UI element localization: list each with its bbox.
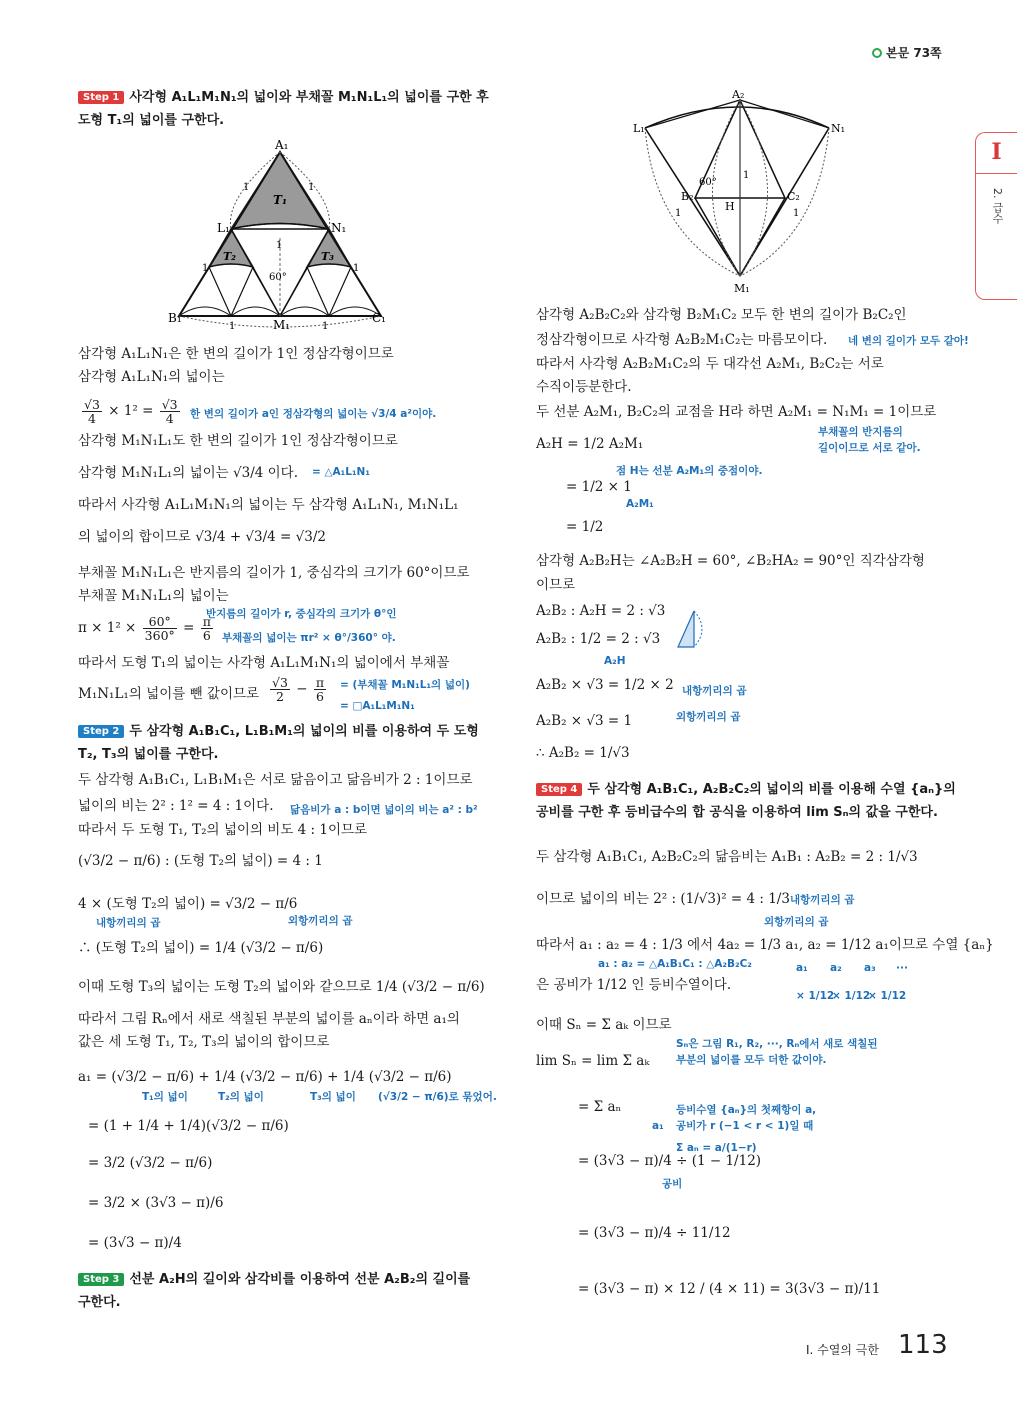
text-line: 이때 Sₙ = Σ aₖ 이므로 <box>536 1017 672 1033</box>
text-line: 부채꼴 M₁N₁L₁은 반지름의 길이가 1, 중심각의 크기가 60°이므로 <box>78 565 470 581</box>
note: a₁ : a₂ = △A₁B₁C₁ : △A₂B₂C₂ <box>598 958 752 970</box>
step4-heading: Step 4 두 삼각형 A₁B₁C₁, A₂B₂C₂의 넓이의 비를 이용해 수열 {aₙ}의 <box>536 778 956 801</box>
equation-sector: π × 1² × $\frac{60^\circ}{360^\circ}$ = $\frac{\pi}{6}$ <box>78 614 211 643</box>
mini-triangle-figure <box>672 603 716 653</box>
text-line: 정삼각형이므로 사각형 A₂B₂M₁C₂는 마름모이다. <box>536 332 828 348</box>
svg-text:1: 1 <box>675 208 682 219</box>
label-b1: B₁ <box>168 311 182 325</box>
equation: 4 × (도형 T₂의 넓이) = √3/2 − π/6 <box>78 896 298 912</box>
step1-heading: Step 1 사각형 A₁L₁M₁N₁의 넓이와 부채꼴 M₁N₁L₁의 넓이를 구한 후 <box>78 86 489 109</box>
text-line: 두 선분 A₂M₁, B₂C₂의 교점을 H라 하면 A₂M₁ = N₁M₁ = 1이므로 <box>536 404 937 420</box>
note: T₁의 넓이 <box>142 1091 188 1103</box>
text-line: 삼각형 M₁N₁L₁도 한 변의 길이가 1인 정삼각형이므로 <box>78 433 398 449</box>
svg-text:1: 1 <box>743 170 750 181</box>
note: T₃의 넓이 <box>310 1091 356 1103</box>
text-line: 두 삼각형 A₁B₁C₁, L₁B₁M₁은 서로 닮음이고 닮음비가 2 : 1이므로 <box>78 772 473 788</box>
step-badge: Step 3 <box>78 1273 124 1286</box>
note: 공비가 r (−1 < r < 1)일 때 <box>676 1120 814 1132</box>
svg-text:1: 1 <box>308 182 315 193</box>
footer-chapter: I. 수열의 극한 <box>806 1343 879 1357</box>
text-line: 부채꼴 M₁N₁L₁의 넓이는 <box>78 588 229 604</box>
equation: A₂B₂ × √3 = 1 <box>536 713 633 729</box>
text-line: 따라서 도형 T₁의 넓이는 사각형 A₁L₁M₁N₁의 넓이에서 부채꼴 <box>78 655 450 671</box>
step3-heading-cont: 구한다. <box>78 1295 121 1310</box>
text-line: 삼각형 A₁L₁N₁은 한 변의 길이가 1인 정삼각형이므로 <box>78 346 394 362</box>
equation: ∴ A₂B₂ = 1/√3 <box>536 745 630 761</box>
label-a1: A₁ <box>275 138 289 152</box>
label-t3: T₃ <box>321 250 335 263</box>
equation: a₁ = (√3/2 − π/6) + 1/4 (√3/2 − π/6) + 1/4 (√3/2 − π/6) <box>78 1069 452 1085</box>
step3-heading: Step 3 선분 A₂H의 길이와 삼각비를 이용하여 선분 A₂B₂의 길이를 <box>78 1268 470 1291</box>
text-line: 삼각형 M₁N₁L₁의 넓이는 √3/4 이다. <box>78 465 298 481</box>
text-line: 이때 도형 T₃의 넓이는 도형 T₂의 넓이와 같으므로 1/4 (√3/2 − π/6) <box>78 979 485 995</box>
equation: A₂B₂ : 1/2 = 2 : √3 <box>536 631 661 647</box>
equation: A₂H = 1/2 A₂M₁ <box>536 436 644 452</box>
page-number: 113 <box>898 1330 948 1360</box>
text-line: 넓이의 비는 2² : 1² = 4 : 1이다. <box>78 798 274 814</box>
text-line: 삼각형 A₂B₂C₂와 삼각형 B₂M₁C₂ 모두 한 변의 길이가 B₂C₂인 <box>536 307 907 323</box>
note: (√3/2 − π/6)로 묶었어. <box>378 1091 497 1103</box>
text-line: 따라서 두 도형 T₁, T₂의 넓이의 비도 4 : 1이므로 <box>78 822 368 838</box>
label-l1: L₁ <box>217 221 230 235</box>
note: 부분의 넓이를 모두 더한 값이야. <box>676 1054 827 1066</box>
note: = □A₁L₁M₁N₁ <box>340 700 415 712</box>
note: 내항끼리의 곱 <box>682 685 747 697</box>
equation: = 1/2 <box>566 519 604 535</box>
label-a2: A₂ <box>732 88 745 101</box>
note: = △A₁L₁N₁ <box>312 466 370 478</box>
label-c2: C₂ <box>787 190 800 203</box>
note: 부채꼴의 넓이는 πr² × θ°/360° 야. <box>222 632 396 644</box>
label-m1: M₁ <box>273 318 291 332</box>
equation: lim Sₙ = lim Σ aₖ <box>536 1053 650 1069</box>
label-l1: L₁ <box>633 122 645 135</box>
note: 부채꼴의 반지름의 <box>818 426 903 438</box>
note: 길이이므로 서로 같아. <box>818 442 921 454</box>
circle-icon <box>872 48 882 58</box>
sequence-ratio-diagram: a₁ a₂ a₃ ··· × 1/12 × 1/12 × 1/12 <box>796 962 908 1002</box>
step1-heading-cont: 도형 T₁의 넓이를 구한다. <box>78 113 225 128</box>
note: A₂H <box>604 655 626 667</box>
note: 내항끼리의 곱 <box>790 894 855 906</box>
text-line: 값은 세 도형 T₁, T₂, T₃의 넓이의 합이므로 <box>78 1034 330 1050</box>
note: 반지름의 길이가 r, 중심각의 크기가 θ°인 <box>206 608 397 620</box>
figure-rhombus <box>625 86 855 296</box>
text-line: M₁N₁L₁의 넓이를 뺀 값이므로 <box>78 686 260 702</box>
svg-text:1: 1 <box>243 182 250 193</box>
equation: = 3/2 × (3√3 − π)/6 <box>88 1195 224 1211</box>
svg-text:1: 1 <box>276 240 283 251</box>
step4-heading-cont: 공비를 구한 후 등비급수의 합 공식을 이용하여 lim Sₙ의 값을 구한다. <box>536 805 938 820</box>
label-angle: 60° <box>699 177 717 188</box>
note: Σ aₙ = a/(1−r) <box>676 1142 757 1154</box>
text-line: 은 공비가 1/12 인 등비수열이다. <box>536 977 732 993</box>
equation: ∴ (도형 T₂의 넓이) = 1/4 (√3/2 − π/6) <box>78 940 324 956</box>
label-c1: C₁ <box>372 311 386 325</box>
equation: = (1 + 1/4 + 1/4)(√3/2 − π/6) <box>88 1118 289 1134</box>
equation: = (3√3 − π)/4 ÷ 11/12 <box>578 1225 731 1241</box>
label-n1: N₁ <box>331 221 347 235</box>
note: 점 H는 선분 A₂M₁의 중점이야. <box>616 465 763 477</box>
equation: = (3√3 − π)/4 <box>88 1235 182 1251</box>
note: 외항끼리의 곱 <box>288 915 353 927</box>
note: A₂M₁ <box>626 498 654 510</box>
svg-text:1: 1 <box>322 321 329 332</box>
note: 공비 <box>662 1178 683 1190</box>
svg-text:1: 1 <box>353 263 360 274</box>
equation-area1: $\frac{√3}{4}$ × 1² = $\frac{√3}{4}$ <box>84 397 178 426</box>
text-line: 수직이등분한다. <box>536 379 632 395</box>
equation: A₂B₂ : A₂H = 2 : √3 <box>536 603 666 619</box>
equation: 두 삼각형 A₁B₁C₁, A₂B₂C₂의 닮음비는 A₁B₁ : A₂B₂ = 2 : 1/√3 <box>536 849 918 865</box>
text-line: 삼각형 A₂B₂H는 ∠A₂B₂H = 60°, ∠B₂HA₂ = 90°인 직각삼각형 <box>536 553 925 569</box>
label-angle: 60° <box>269 272 287 283</box>
step2-heading: Step 2 두 삼각형 A₁B₁C₁, L₁B₁M₁의 넓이의 비를 이용하여 두 도형 <box>78 720 479 743</box>
text-line: 삼각형 A₁L₁N₁의 넓이는 <box>78 369 225 385</box>
note: 외항끼리의 곱 <box>764 916 829 928</box>
note: T₂의 넓이 <box>218 1091 264 1103</box>
text-line: 의 넓이의 합이므로 √3/4 + √3/4 = √3/2 <box>78 529 326 545</box>
step-badge: Step 2 <box>78 725 124 738</box>
label-n1: N₁ <box>831 122 846 135</box>
note: 한 변의 길이가 a인 정삼각형의 넓이는 √3/4 a²이야. <box>190 408 437 420</box>
equation: 이므로 넓이의 비는 2² : (1/√3)² = 4 : 1/3 <box>536 891 790 907</box>
equation-t1: $\frac{√3}{2}$ − $\frac{\pi}{6}$ <box>272 675 325 704</box>
label-t1: T₁ <box>273 193 288 207</box>
equation: = 3/2 (√3/2 − π/6) <box>88 1155 213 1171</box>
page-reference: 본문 73쪽 <box>872 44 942 61</box>
chapter-tab <box>975 132 1017 300</box>
equation: (√3/2 − π/6) : (도형 T₂의 넓이) = 4 : 1 <box>78 853 323 869</box>
equation: = Σ aₙ <box>578 1099 622 1115</box>
label-b2: B₂ <box>681 190 694 203</box>
note: 등비수열 {aₙ}의 첫째항이 a, <box>676 1104 817 1116</box>
text-line: 이므로 <box>536 577 576 593</box>
svg-text:1: 1 <box>202 263 209 274</box>
equation: = 1/2 × 1 <box>566 479 632 495</box>
label-m1: M₁ <box>734 282 750 295</box>
note: 닮음비가 a : b이면 넓이의 비는 a² : b² <box>290 804 478 816</box>
figure-triangle-t1 <box>165 138 395 338</box>
step2-heading-cont: T₂, T₃의 넓이를 구한다. <box>78 747 219 762</box>
label-t2: T₂ <box>223 250 237 263</box>
equation: = (3√3 − π)/4 ÷ (1 − 1/12) <box>578 1153 762 1169</box>
chapter-title: 2. 급수 <box>991 188 1004 224</box>
equation: A₂B₂ × √3 = 1/2 × 2 <box>536 677 674 693</box>
label-h: H <box>725 200 735 213</box>
note: 네 변의 길이가 모두 같아! <box>848 335 969 347</box>
note: = (부채꼴 M₁N₁L₁의 넓이) <box>340 679 470 691</box>
svg-text:1: 1 <box>793 208 800 219</box>
equation: = (3√3 − π) × 12 / (4 × 11) = 3(3√3 − π)/11 <box>578 1281 881 1297</box>
text-line: 따라서 사각형 A₂B₂M₁C₂의 두 대각선 A₂M₁, B₂C₂는 서로 <box>536 356 884 372</box>
note: a₁ <box>652 1120 664 1132</box>
equation: 따라서 a₁ : a₂ = 4 : 1/3 에서 4a₂ = 1/3 a₁, a₂ = 1/12 a₁이므로 수열 {aₙ} <box>536 937 994 953</box>
text-line: 따라서 그림 Rₙ에서 새로 색칠된 부분의 넓이를 aₙ이라 하면 a₁의 <box>78 1011 460 1027</box>
note: 외항끼리의 곱 <box>676 711 741 723</box>
note: 내항끼리의 곱 <box>96 917 161 929</box>
step-badge: Step 4 <box>536 783 582 796</box>
svg-text:1: 1 <box>229 321 236 332</box>
note: Sₙ은 그림 R₁, R₂, ···, Rₙ에서 새로 색칠된 <box>676 1038 878 1050</box>
text-line: 따라서 사각형 A₁L₁M₁N₁의 넓이는 두 삼각형 A₁L₁N₁, M₁N₁L₁ <box>78 497 459 513</box>
chapter-roman: I <box>976 133 1017 174</box>
step-badge: Step 1 <box>78 91 124 104</box>
